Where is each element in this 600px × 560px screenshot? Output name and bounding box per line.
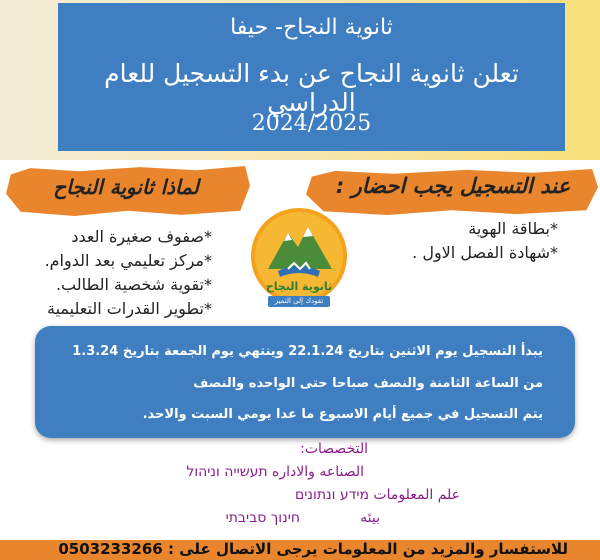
why-heading: لماذا ثانوية النجاح [53, 175, 199, 199]
specialization-item: بيئه [360, 510, 380, 526]
logo-slogan: تقودك إلى التميز [268, 296, 330, 307]
specialization-item: الصناعه والاداره תעשייה וניהול [186, 464, 364, 480]
header-banner [58, 3, 565, 151]
registration-list-item: *بطاقة الهوية [468, 219, 558, 238]
logo-title: ثانوية النجاح [265, 280, 333, 293]
why-list-item: *تقوية شخصية الطالب. [55, 275, 212, 294]
registration-list-item: *شهادة الفصل الاول . [412, 243, 558, 262]
specialization-item: חינוך סביבתי [225, 510, 300, 526]
registration-hours: من الساعة الثامنة والنصف صباحا حتى الواحده والنصف [193, 376, 543, 391]
registration-heading: عند التسجيل يجب احضار : [335, 174, 571, 198]
why-list-item: *تطوير القدرات التعليمية [47, 299, 212, 318]
specialization-item: علم المعلومات מידע ונתונים [295, 487, 460, 503]
registration-dates: يبدأ التسجيل يوم الاثنين بتاريخ 22.1.24 وينتهي يوم الجمعة بتاريخ 1.3.24 [72, 344, 543, 359]
school-name-heading: ثانوية النجاح- حيفا [230, 15, 393, 40]
school-year: 2024/2025 [251, 111, 372, 136]
specializations-title: التخصصات: [300, 441, 368, 457]
why-list-item: *مركز تعليمي بعد الدوام. [44, 251, 212, 270]
contact-footer: للاستفسار والمزيد من المعلومات يرجى الاتصال على : 0503233266 [58, 540, 568, 558]
why-list [45, 225, 212, 321]
registration-info-box [35, 326, 575, 438]
registration-list [412, 217, 558, 265]
registration-days: يتم التسجيل في جميع أيام الاسبوع ما عدا يومي السبت والاحد. [142, 407, 543, 422]
announcement-heading: تعلن ثانوية النجاح عن بدء التسجيل للعام الدراسي [104, 59, 519, 117]
why-list-item: *صفوف صغيرة العدد [71, 227, 212, 246]
